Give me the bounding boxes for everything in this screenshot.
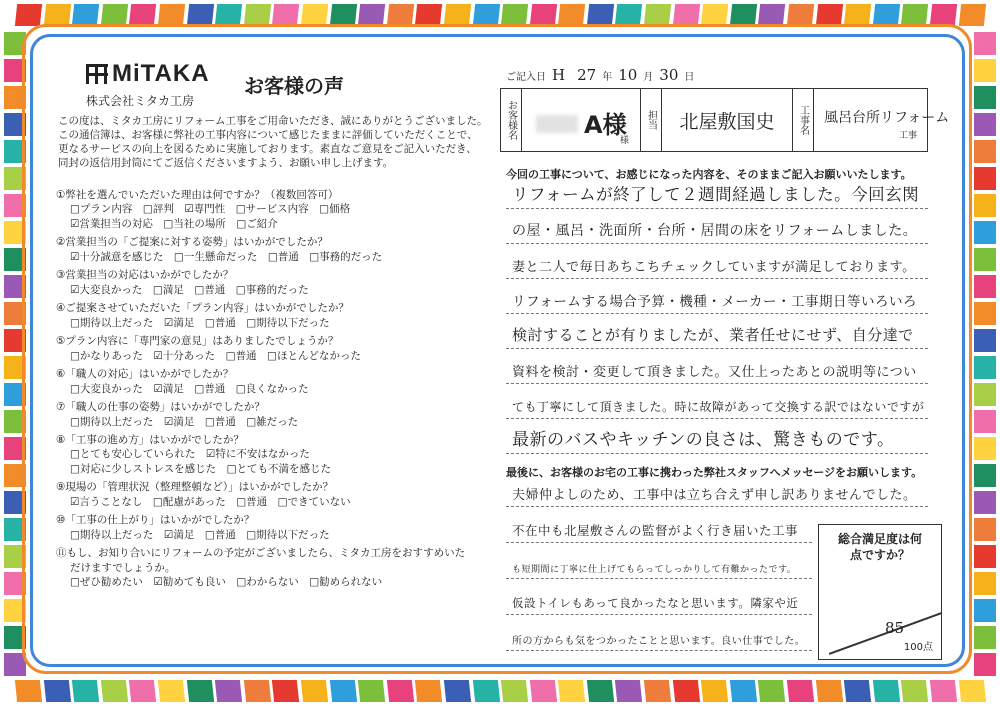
entry-date — [506, 66, 694, 84]
date-day: 30 — [659, 66, 679, 84]
border-block — [558, 4, 585, 26]
border-block — [974, 437, 996, 460]
border-block — [974, 302, 996, 325]
border-block — [587, 4, 614, 26]
border-block — [558, 680, 585, 702]
question-list — [56, 188, 496, 594]
border-block — [787, 680, 814, 702]
border-block — [974, 572, 996, 595]
comment-line — [506, 176, 928, 209]
border-block — [974, 356, 996, 379]
question-title: ③営業担当の対応はいかがでしたか？ — [56, 269, 234, 282]
staff-message-prompt: 最後に、お客様のお宅の工事に携わった弊社スタッフへメッセージをお願いします。 — [506, 466, 923, 479]
work-suffix: 工事 — [898, 131, 917, 141]
border-block — [15, 4, 42, 26]
border-block — [873, 4, 900, 26]
border-block — [901, 680, 928, 702]
border-block — [673, 680, 700, 702]
overall-score-box — [818, 524, 942, 660]
decorative-border-top — [14, 4, 986, 26]
redacted-name — [536, 115, 578, 133]
comment-line — [506, 510, 812, 543]
border-block — [974, 491, 996, 514]
intro-line: この度は、ミタカ工房にリフォーム工事をご用命いただき、誠にありがとうございました。 — [58, 115, 488, 127]
border-block — [974, 599, 996, 622]
border-block — [730, 680, 757, 702]
border-block — [43, 4, 70, 26]
date-month: 10 — [618, 66, 638, 84]
question-item — [56, 188, 496, 231]
border-block — [101, 4, 128, 26]
border-block — [186, 4, 213, 26]
border-block — [501, 680, 528, 702]
question-options[interactable]: □プラン内容 □評判 ☑専門性 □サービス内容 □価格 — [70, 203, 351, 216]
border-block — [758, 680, 785, 702]
border-block — [974, 113, 996, 136]
score-max: 100点 — [903, 642, 933, 653]
customer-info-table — [500, 88, 950, 152]
question-item — [56, 268, 496, 297]
border-block — [701, 4, 728, 26]
comment-text: 資料を検討・変更して頂きました。又仕上ったあとの説明等につい — [512, 365, 917, 380]
border-block — [387, 4, 414, 26]
comment-line — [506, 316, 928, 349]
question-item — [56, 301, 496, 330]
intro-line: この通信簿は、お客様に弊社の工事内容について感じたままに評価していただくことで、 — [58, 129, 478, 141]
day-label: 日 — [684, 72, 695, 83]
question-item — [56, 433, 496, 476]
comment-line — [506, 421, 928, 454]
customer-name: A様 — [584, 111, 627, 139]
comment-line — [506, 546, 812, 579]
border-block — [272, 4, 299, 26]
comment-line — [506, 211, 928, 244]
work-name: 風呂台所リフォーム — [824, 110, 950, 126]
comment-line — [506, 474, 928, 507]
date-label: ご記入日 — [506, 72, 546, 83]
border-block — [974, 140, 996, 163]
border-block — [101, 680, 128, 702]
question-options[interactable]: だけますでしょうか。 — [70, 561, 176, 574]
border-block — [501, 4, 528, 26]
question-options[interactable]: □期待以上だった ☑満足 □普通 □期待以下だった — [70, 316, 330, 329]
border-block — [72, 680, 99, 702]
question-title: ⑤プラン内容に「専門家の意見」はありましたでしょうか？ — [56, 335, 339, 348]
intro-line: 同封の返信用封筒にてご返信くださいますよう、お願い申し上げます。 — [58, 157, 394, 169]
comment-text: 所の方からも気をつかったことと思います。良い仕事でした。 — [512, 636, 806, 647]
border-block — [901, 4, 928, 26]
border-block — [244, 680, 271, 702]
border-block — [43, 680, 70, 702]
border-block — [958, 680, 985, 702]
score-question — [819, 531, 941, 563]
question-item — [56, 400, 496, 429]
customer-label: お客様名 — [501, 89, 522, 151]
border-block — [129, 4, 156, 26]
question-item — [56, 235, 496, 264]
customer-suffix: 様 — [620, 136, 630, 146]
question-title: ⑧「工事の進め方」はいかがでしたか？ — [56, 434, 244, 447]
border-block — [215, 680, 242, 702]
work-name-cell — [814, 89, 950, 151]
question-title: ⑩「工事の仕上がり」はいかがでしたか？ — [56, 514, 255, 527]
decorative-border-bottom — [14, 680, 986, 702]
comment-text: 不在中も北屋敷さんの監督がよく行き届いた工事 — [512, 523, 799, 538]
border-block — [644, 680, 671, 702]
border-block — [974, 464, 996, 487]
border-block — [974, 383, 996, 406]
border-block — [615, 680, 642, 702]
border-block — [873, 680, 900, 702]
border-block — [72, 4, 99, 26]
border-block — [329, 680, 356, 702]
border-block — [974, 86, 996, 109]
border-block — [15, 680, 42, 702]
question-title: ②営業担当の「ご提案に対する姿勢」はいかがでしたか？ — [56, 236, 328, 249]
border-block — [930, 680, 957, 702]
question-title: ⑥「職人の対応」はいかがでしたか？ — [56, 368, 234, 381]
border-block — [644, 4, 671, 26]
question-options[interactable]: □かなりあった ☑十分あった □普通 □ほとんどなかった — [70, 349, 361, 362]
score-value: 85 — [885, 619, 905, 637]
border-block — [415, 680, 442, 702]
border-block — [974, 410, 996, 433]
border-block — [958, 4, 985, 26]
date-year: 27 — [577, 66, 597, 84]
month-label: 月 — [643, 72, 654, 83]
border-block — [930, 4, 957, 26]
border-block — [387, 680, 414, 702]
comment-text: 妻と二人で毎日あちこちチェックしていますが満足しております。 — [512, 260, 916, 275]
border-block — [329, 4, 356, 26]
date-era: H — [552, 66, 566, 84]
comment-text: の屋・風呂・洗面所・台所・居間の床をリフォームしました。 — [512, 223, 918, 239]
question-options[interactable]: □期待以上だった ☑満足 □普通 □期待以下だった — [70, 528, 330, 541]
question-options[interactable]: □大変良かった ☑満足 □普通 □良くなかった — [70, 382, 309, 395]
question-title: ④ご提案させていただいた「プラン内容」はいかがでしたか？ — [56, 302, 349, 315]
comment-text: 仮設トイレもあって良かったなと思います。隣家や近 — [512, 596, 799, 610]
border-block — [758, 4, 785, 26]
comment-line — [506, 618, 812, 651]
border-block — [974, 248, 996, 271]
question-title: ⑦「職人の仕事の姿勢」はいかがでしたか？ — [56, 401, 265, 414]
comment-text: リフォームする場合予算・機種・メーカー・工事期日等いろいろ — [512, 294, 918, 310]
question-item — [56, 513, 496, 542]
staff-name-cell — [662, 89, 793, 151]
company-name: 株式会社ミタカ工房 — [86, 94, 195, 108]
border-block — [974, 221, 996, 244]
comment-prompt: 今回の工事について、お感じになった内容を、そのままご記入お願いいたします。 — [506, 168, 912, 181]
border-block — [530, 680, 557, 702]
comment-text: ても丁寧にして頂きました。時に故障があって交換する訳ではないですが — [512, 400, 925, 414]
border-block — [815, 4, 842, 26]
question-options[interactable]: ☑言うことなし □配慮があった □普通 □できていない — [70, 495, 351, 508]
question-options[interactable]: □とても安心していられた ☑特に不安はなかった — [70, 448, 310, 461]
question-options[interactable]: ☑十分誠意を感じた □一生懸命だった □普通 □事務的だった — [70, 250, 383, 263]
question-options[interactable]: □期待以上だった ☑満足 □普通 □雑だった — [70, 415, 299, 428]
question-title: ①弊社を選んでいただいた理由は何ですか？（複数回答可） — [56, 189, 339, 201]
comment-line — [506, 246, 928, 279]
question-item — [56, 546, 496, 589]
comment-line — [506, 281, 928, 314]
comment-text: 夫婦仲よしのため、工事中は立ち合えず申し訳ありませんでした。 — [512, 488, 917, 503]
border-block — [587, 680, 614, 702]
border-block — [415, 4, 442, 26]
border-block — [844, 680, 871, 702]
border-block — [358, 680, 385, 702]
border-block — [974, 626, 996, 649]
border-block — [472, 680, 499, 702]
border-block — [244, 4, 271, 26]
border-block — [530, 4, 557, 26]
border-block — [974, 518, 996, 541]
intro-line: 更なるサービスの向上を図るために実施しております。素直なご意見をご記入いただき、 — [58, 143, 477, 155]
comment-text: 検討することが有りましたが、業者任せにせず、自分達で — [512, 326, 914, 344]
border-block — [186, 680, 213, 702]
border-block — [472, 4, 499, 26]
question-options[interactable]: ☑大変良かった □満足 □普通 □事務的だった — [70, 283, 309, 296]
question-options[interactable]: ☑営業担当の対応 □当社の場所 □ご紹介 — [70, 217, 278, 230]
border-block — [844, 4, 871, 26]
question-item — [56, 367, 496, 396]
staff-label: 担当 — [641, 89, 662, 151]
border-block — [974, 275, 996, 298]
logo-mark-icon — [86, 64, 108, 84]
border-block — [974, 32, 996, 55]
customer-name-cell — [522, 89, 641, 151]
border-block — [272, 680, 299, 702]
border-block — [158, 680, 185, 702]
comment-text: リフォームが終了して２週間経過しました。今回玄関 — [512, 185, 920, 204]
question-options[interactable]: □ぜひ勧めたい ☑勧めても良い □わからない □勧められない — [70, 576, 383, 589]
border-block — [974, 329, 996, 352]
score-question-text: 総合満足度は何点ですか？ — [838, 532, 923, 562]
border-block — [301, 680, 328, 702]
question-item — [56, 334, 496, 363]
intro-text — [58, 114, 488, 170]
question-title: ⑪もし、お知り合いにリフォームの予定がございましたら、ミタカ工房をおすすめいた — [56, 547, 466, 560]
question-item — [56, 480, 496, 509]
border-block — [974, 545, 996, 568]
border-block — [701, 680, 728, 702]
border-block — [129, 680, 156, 702]
border-block — [358, 4, 385, 26]
page-title: お客様の声 — [244, 74, 344, 98]
question-options[interactable]: □対応に少しストレスを感じた □とても不満を感じた — [70, 462, 332, 475]
year-label: 年 — [602, 72, 613, 83]
logo-text: MiTAKA — [112, 60, 210, 87]
border-block — [815, 680, 842, 702]
border-block — [615, 4, 642, 26]
border-block — [974, 653, 996, 676]
question-title: ⑨現場の「管理状況（整理整頓など）」はいかがでしたか？ — [56, 481, 334, 494]
border-block — [444, 680, 471, 702]
comment-line — [506, 386, 928, 419]
border-block — [974, 59, 996, 82]
comment-line — [506, 582, 812, 615]
border-block — [158, 4, 185, 26]
work-label: 工事名 — [793, 89, 814, 151]
border-block — [673, 4, 700, 26]
comment-text: も短期間に丁寧に仕上げてもらってしっかりして有難かったです。 — [512, 565, 797, 575]
border-block — [301, 4, 328, 26]
border-block — [444, 4, 471, 26]
border-block — [730, 4, 757, 26]
border-block — [215, 4, 242, 26]
staff-name: 北屋敷国史 — [679, 110, 775, 133]
border-block — [974, 194, 996, 217]
comment-text: 最新のバスやキッチンの良さは、驚きものです。 — [512, 430, 895, 450]
border-block — [974, 167, 996, 190]
comment-line — [506, 351, 928, 384]
decorative-border-right — [974, 30, 996, 678]
border-block — [787, 4, 814, 26]
